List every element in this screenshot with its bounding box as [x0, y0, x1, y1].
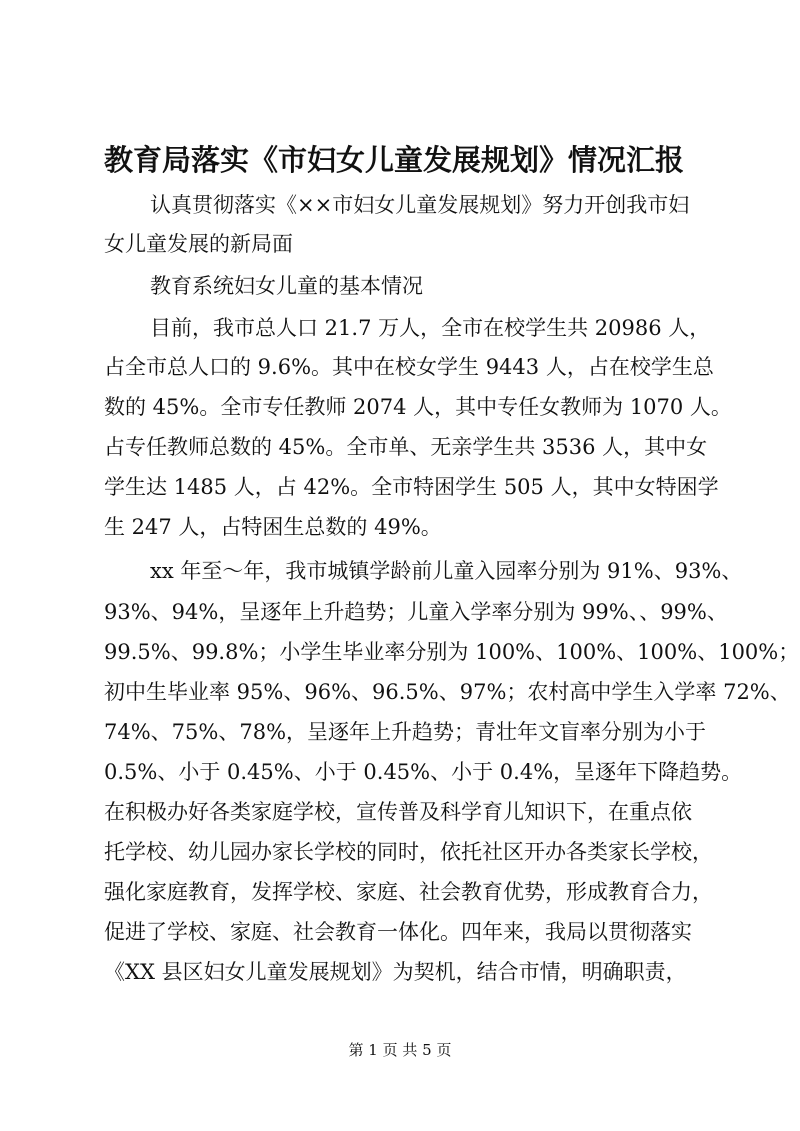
- paragraph-line: 目前，我市总人口 21.7 万人，全市在校学生共 20986 人，: [150, 316, 711, 340]
- paragraph-line: 74%、75%、78%，呈逐年上升趋势；青壮年文盲率分别为小于: [104, 720, 707, 744]
- paragraph-line: 在积极办好各类家庭学校，宣传普及科学育儿知识下，在重点依: [104, 800, 692, 824]
- paragraph-line: 学生达 1485 人，占 42%。全市特困学生 505 人，其中女特困学: [104, 475, 719, 499]
- paragraph-line: 女儿童发展的新局面: [104, 232, 293, 256]
- paragraph-line: 0.5%、小于 0.45%、小于 0.45%、小于 0.4%，呈逐年下降趋势。: [104, 760, 743, 784]
- section-heading: 教育系统妇女儿童的基本情况: [150, 274, 423, 298]
- paragraph-line: 初中生毕业率 95%、96%、96.5%、97%；农村高中学生入学率 72%、: [104, 680, 791, 704]
- page-number: 第 1 页 共 5 页: [348, 1041, 452, 1059]
- paragraph-line: 占全市总人口的 9.6%。其中在校女学生 9443 人，占在校学生总: [104, 355, 714, 379]
- paragraph-line: 99.5%、99.8%；小学生毕业率分别为 100%、100%、100%、100%；: [104, 640, 800, 664]
- paragraph-line: 93%、94%，呈逐年上升趋势；儿童入学率分别为 99%、、99%、: [104, 600, 728, 624]
- paragraph-line: 强化家庭教育，发挥学校、家庭、社会教育优势，形成教育合力，: [104, 880, 713, 904]
- paragraph-line: 托学校、幼儿园办家长学校的同时，依托社区开办各类家长学校，: [104, 840, 713, 864]
- paragraph-line: 生 247 人，占特困生总数的 49%。: [104, 515, 442, 539]
- document-title: 教育局落实《市妇女儿童发展规划》情况汇报: [104, 143, 685, 177]
- paragraph-line: 促进了学校、家庭、社会教育一体化。四年来，我局以贯彻落实: [104, 920, 692, 944]
- paragraph-line: xx 年至～年，我市城镇学龄前儿童入园率分别为 91%、93%、: [150, 559, 743, 583]
- paragraph-line: 数的 45%。全市专任教师 2074 人，其中专任女教师为 1070 人。: [104, 395, 732, 419]
- paragraph-line: 认真贯彻落实《××市妇女儿童发展规划》努力开创我市妇: [150, 193, 690, 217]
- paragraph-line: 占专任教师总数的 45%。全市单、无亲学生共 3536 人，其中女: [104, 435, 708, 459]
- paragraph-line: 《XX 县区妇女儿童发展规划》为契机，结合市情，明确职责，: [104, 960, 687, 984]
